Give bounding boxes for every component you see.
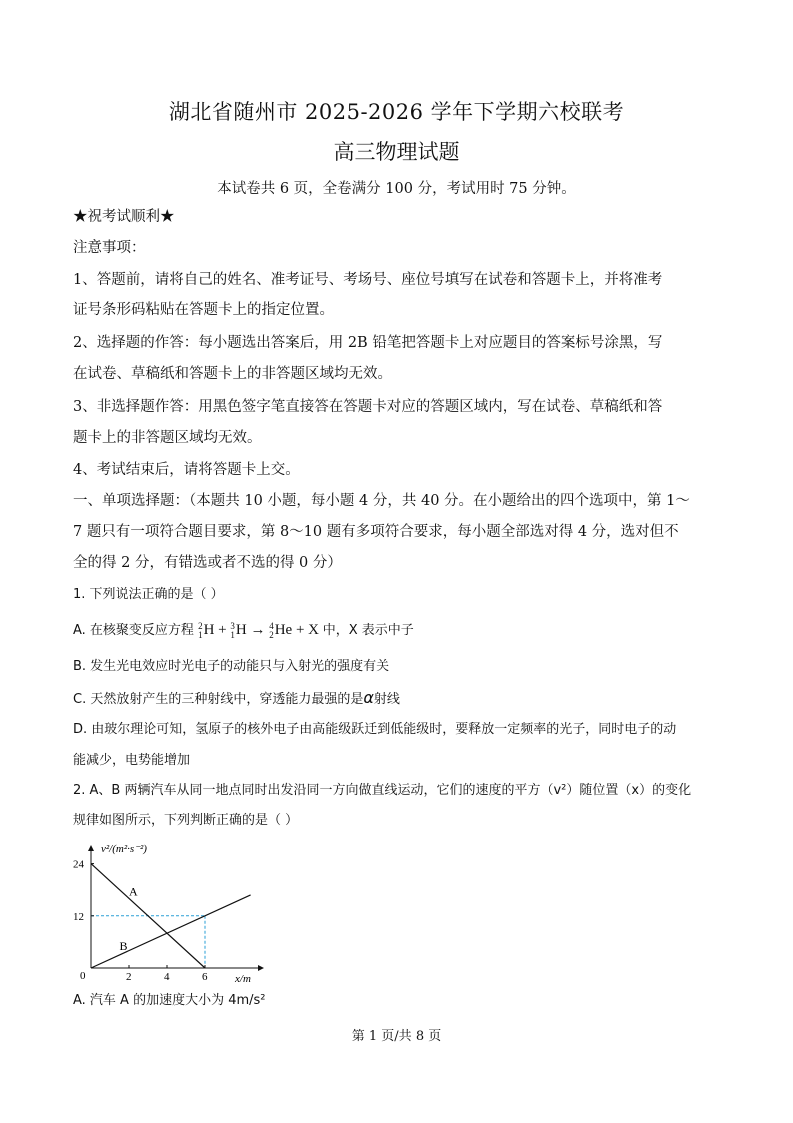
note-3-line-1: 3、非选择题作答：用黑色签字笔直接答在答题卡对应的答题区域内，写在试卷、草稿纸和答 [73,399,663,415]
note-1-line-2: 证号条形码粘贴在答题卡上的指定位置。 [73,302,334,318]
question-1-option-d-line-2: 能减少，电势能增加 [73,753,191,768]
option-a-suffix: 中，X 表示中子 [322,623,414,638]
blessing: ★祝考试顺利★ [73,209,175,225]
x-tick-label: 2 [126,971,132,983]
x-axis-label: x/m [235,973,251,985]
option-a-prefix: A. 在核聚变反应方程 [73,623,194,638]
question-1-option-c [73,688,725,710]
series-label-a: A [129,884,138,899]
question-1-option-a [73,620,725,641]
note-2-line-2: 在试卷、草稿纸和答题卡上的非答题区域均无效。 [73,366,392,382]
note-1-line-1: 1、答题前，请将自己的姓名、准考证号、考场号、座位号填写在试卷和答题卡上，并将准考 [73,272,663,288]
section-1-line-2: 7 题只有一项符合题目要求，第 8～10 题有多项符合要求，每小题全部选对得 4 分，选对但不 [73,524,679,540]
x-tick-label: 6 [202,971,208,983]
question-1-option-d-line-1: D. 由玻尔理论可知，氢原子的核外电子由高能级跃迁到低能级时，要释放一定频率的光子，同时电子的动 [73,722,677,737]
x-tick-label: 4 [164,971,170,983]
question-2-option-a: A. 汽车 A 的加速度大小为 4m/s² [73,993,266,1008]
y-tick-label: 24 [73,858,84,871]
question-1-option-b: B. 发生光电效应时光电子的动能只与入射光的强度有关 [73,659,390,674]
option-c-suffix: 射线 [373,692,400,707]
exam-title: 湖北省随州市 2025-2026 学年下学期六校联考 [168,100,625,124]
fusion-equation: 2 1H + 3 1H → 4 2He + X [198,620,323,640]
option-c-prefix: C. 天然放射产生的三种射线中，穿透能力最强的是 [73,692,364,707]
section-1-line-1: 一、单项选择题：（本题共 10 小题，每小题 4 分，共 40 分。在小题给出的四个选项中，第 1～ [73,493,690,509]
section-1-line-3: 全的得 2 分，有错选或者不选的得 0 分） [73,555,342,571]
v2-x-graph [73,840,273,990]
page-footer: 第 1 页/共 8 页 [351,1029,442,1044]
y-tick-label: 12 [73,910,84,923]
exam-subtitle: 高三物理试题 [333,140,460,164]
question-2-stem-line-2: 规律如图所示，下列判断正确的是（ ） [73,813,299,828]
question-1-stem: 1. 下列说法正确的是（ ） [73,587,224,602]
series-line-b [91,895,251,968]
question-2-stem-line-1: 2. A、B 两辆汽车从同一地点同时出发沿同一方向做直线运动，它们的速度的平方（v²）随位置（x）的变化 [73,783,692,798]
y-axis-label: v²/(m²·s⁻²) [101,843,147,855]
alpha-symbol: α [363,688,374,707]
notes-heading: 注意事项： [73,240,146,256]
series-label-b: B [119,939,128,954]
exam-info: 本试卷共 6 页，全卷满分 100 分，考试用时 75 分钟。 [217,181,576,197]
note-4: 4、考试结束后，请将答题卡上交。 [73,462,300,478]
note-2-line-1: 2、选择题的作答：每小题选出答案后，用 2B 铅笔把答题卡上对应题目的答案标号涂黑，写 [73,335,663,351]
origin-label: 0 [80,970,86,982]
note-3-line-2: 题卡上的非答题区域均无效。 [73,430,262,446]
